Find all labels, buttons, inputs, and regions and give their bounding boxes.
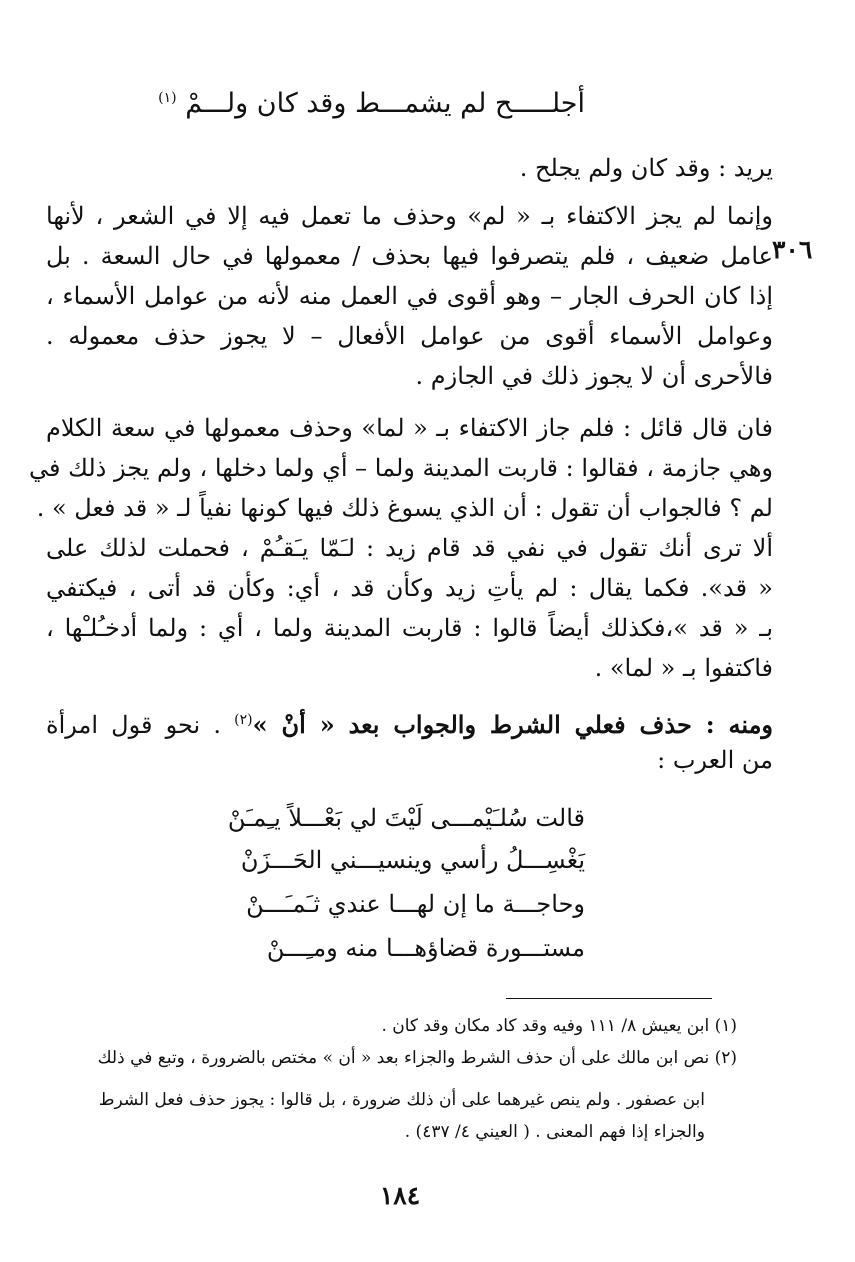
body-line: فان قال قائل : فلم جاز الاكتفاء بـ « لما» وحذف معمولها في سعة الكلام <box>46 414 774 442</box>
section-line-tail: . نحو قول امرأة <box>46 711 221 739</box>
body-line: « قد». فكما يقال : لم يأتِ زيد وكأن قد ، أي: وكأن قد أتى ، فيكتفي <box>46 574 773 602</box>
poem-line: مستـــورة قضاؤهـــا منه ومـِـــنْ <box>266 934 585 962</box>
body-line: فاكتفوا بـ « لما» . <box>594 654 773 682</box>
footnote-line: والجزاء إذا فهم المعنى . ( العيني ٤/ ٤٣٧) . <box>404 1122 705 1142</box>
body-line: لم ؟ فالجواب أن تقول : أن الذي يسوغ ذلك فيها كونها نفياً لـ « قد فعل » . <box>36 494 773 522</box>
footnote-ref: (٢) <box>234 712 253 728</box>
section-line <box>46 700 773 745</box>
footnote-line: (٢) نص ابن مالك على أن حذف الشرط والجزاء بعد « أن » مختص بالضرورة ، وتبع في ذلك <box>97 1048 737 1068</box>
body-line: من العرب : <box>657 746 773 774</box>
poem-line: وحاجـــة ما إن لهـــا عندي ثـَمـَـــنْ <box>246 890 585 918</box>
body-line: وعوامل الأسماء أقوى من عوامل الأفعال – لا يجوز حذف معموله . <box>46 322 773 350</box>
poem-line: يَغْسِـــلُ رأسي وينسيـــني الحَـــزَنْ <box>240 846 585 874</box>
footnote-separator <box>506 998 712 999</box>
verse-text: أجلـــــح لم يشمـــط وقد كان ولـــمْ <box>185 88 585 119</box>
body-line: فالأحرى أن لا يجوز ذلك في الجازم . <box>415 362 773 390</box>
body-line: وإنما لم يجز الاكتفاء بـ « لم» وحذف ما تعمل فيه إلا في الشعر ، لأنها <box>46 202 773 230</box>
footnote-ref: (١) <box>158 90 177 106</box>
poem-line: قالت سُلـَيْمـــى لَيْتَ لي بَعْـــلاً يـِمـَنْ <box>227 804 585 832</box>
body-line: بـ « قد »،فكذلك أيضاً قالوا : قاربت المدينة ولما ، أي : ولما أدخـُلـْها ، <box>46 614 773 642</box>
body-line: يريد : وقد كان ولم يجلح . <box>519 154 773 182</box>
section-heading-text: ومنه : حذف فعلي الشرط والجواب بعد « أنْ » <box>252 710 774 739</box>
page-number: ١٨٤ <box>379 1181 421 1210</box>
body-line: عامل ضعيف ، فلم يتصرفوا فيها بحذف / معمولها في حال السعة . بل <box>46 242 773 270</box>
footnote-line: (١) ابن يعيش ٨/ ١١١ وفيه وقد كاد مكان وقد كان . <box>381 1016 737 1036</box>
margin-page-number: ٣٠٦ <box>772 235 813 264</box>
body-line: إذا كان الحرف الجار – وهو أقوى في العمل منه لأنه من عوامل الأسماء ، <box>46 282 773 310</box>
body-line: وهي جازمة ، فقالوا : قاربت المدينة ولما – أي ولما دخلها ، ولم يجز ذلك في <box>29 454 773 482</box>
body-line: ألا ترى أنك تقول في نفي قد قام زيد : لـَمّا يـَقـُمْ ، فحملت لذلك على <box>46 534 773 562</box>
verse-line <box>158 78 585 124</box>
footnote-line: ابن عصفور . ولم ينص غيرهما على أن ذلك ضرورة ، بل قالوا : يجوز حذف فعل الشرط <box>98 1090 705 1110</box>
